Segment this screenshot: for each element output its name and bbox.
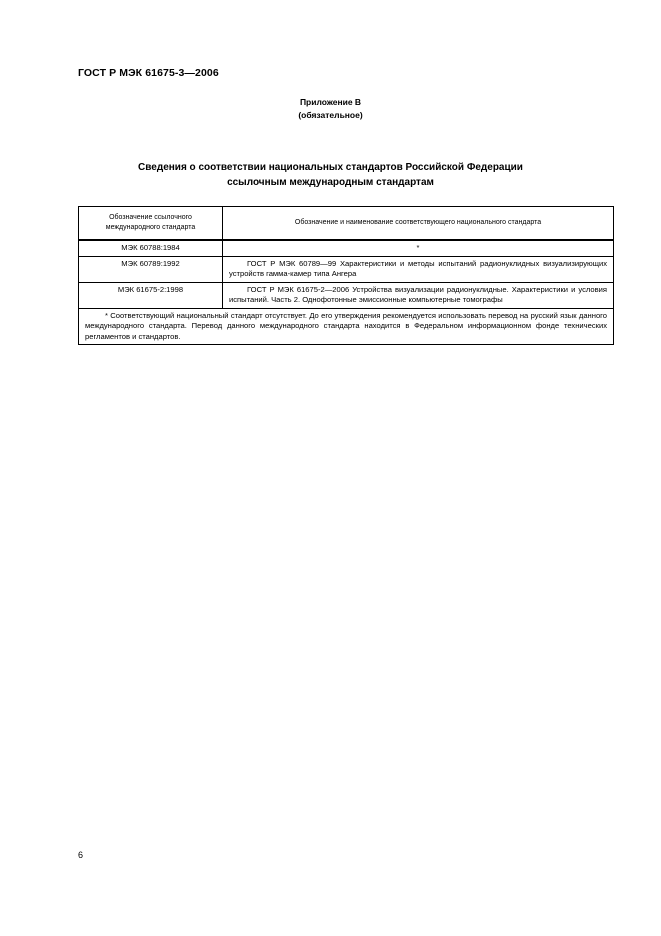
column-header-international: Обозначение ссылочного международного стандарта bbox=[79, 207, 223, 241]
international-standard-cell: МЭК 61675-2:1998 bbox=[79, 282, 223, 308]
section-title-line-2: ссылочным международным стандартам bbox=[227, 177, 434, 188]
international-standard-cell: МЭК 60788:1984 bbox=[79, 240, 223, 256]
table-row bbox=[79, 240, 614, 256]
annex-title: Приложение В bbox=[299, 97, 362, 107]
reference-standards-table bbox=[78, 206, 614, 345]
national-standard-cell: ГОСТ Р МЭК 60789—99 Характеристики и методы испытаний радионуклидных визуализирующих устройств гамма-камер типа Ангера bbox=[223, 256, 614, 282]
document-header: ГОСТ Р МЭК 61675-3—2006 bbox=[78, 67, 219, 79]
table-footnote-row bbox=[79, 308, 614, 345]
column-header-national: Обозначение и наименование соответствующего национального стандарта bbox=[223, 207, 614, 241]
international-standard-cell: МЭК 60789:1992 bbox=[79, 256, 223, 282]
national-standard-cell: * bbox=[223, 240, 614, 256]
table-footnote: * Соответствующий национальный стандарт отсутствует. До его утверждения рекомендуется использовать перевод на русский язык данного международного стандарта. Перевод данного международного стандарта находится в Федеральном информационном фонде технических регламентов и стандартов. bbox=[79, 308, 614, 345]
annex-status: (обязательное) bbox=[298, 110, 363, 120]
table-row bbox=[79, 282, 614, 308]
section-title-line-1: Сведения о соответствии национальных стандартов Российской Федерации bbox=[138, 162, 523, 173]
section-title bbox=[0, 160, 661, 190]
national-standard-cell: ГОСТ Р МЭК 61675-2—2006 Устройства визуализации радионуклидные. Характеристики и условия испытаний. Часть 2. Однофотонные эмиссионные компьютерные томографы bbox=[223, 282, 614, 308]
page-number: 6 bbox=[78, 850, 84, 860]
table-row bbox=[79, 256, 614, 282]
table-header-row bbox=[79, 207, 614, 241]
